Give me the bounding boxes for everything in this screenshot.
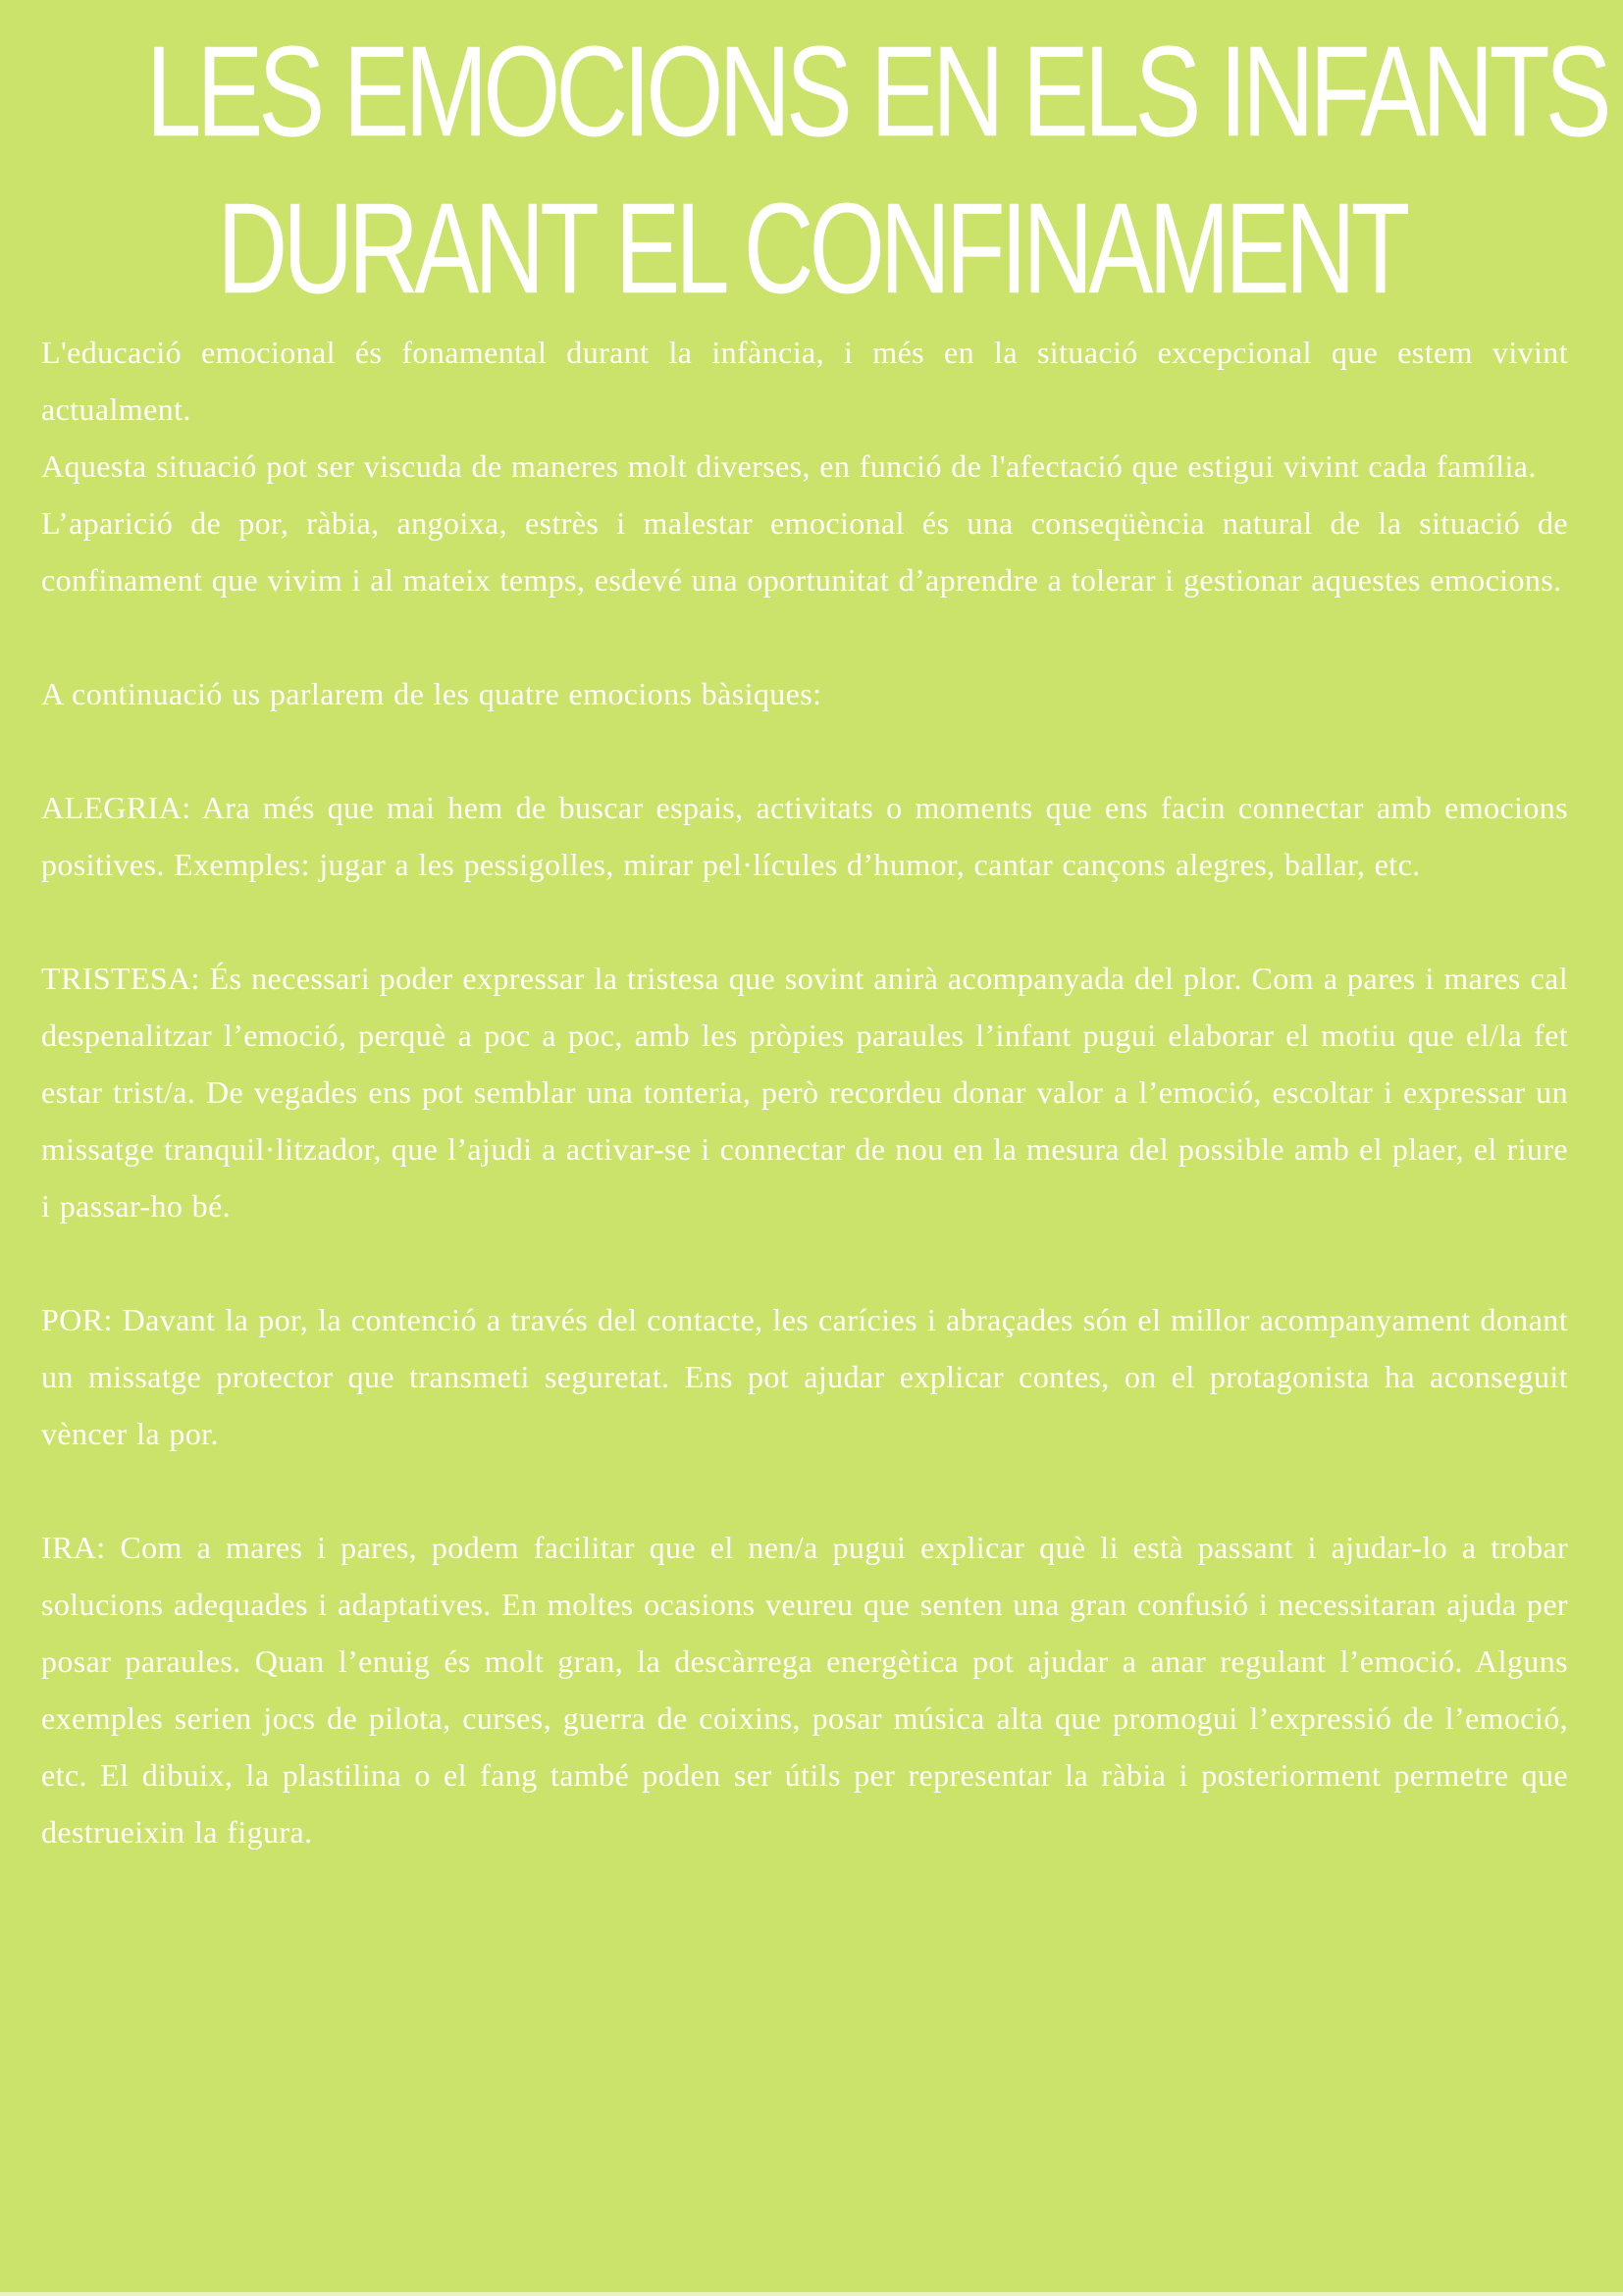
bottom-divider bbox=[0, 2292, 1623, 2296]
paragraph-spacer bbox=[41, 722, 1568, 779]
section-por: POR: Davant la por, la contenció a través del contacte, les carícies i abraçades són el millor acompanyament donant un missatge protector que transmeti seguretat. Ens pot ajudar explicar contes, on el protagonista ha aconseguit vèncer la por. bbox=[41, 1302, 1568, 1451]
paragraph-spacer bbox=[41, 893, 1568, 950]
page-title-line-2: DURANT EL CONFINAMENT bbox=[217, 177, 1406, 321]
page-title-line-1: LES EMOCIONS EN ELS INFANTS bbox=[145, 20, 1607, 164]
section-ira: IRA: Com a mares i pares, podem facilitar que el nen/a pugui explicar què li està passant i ajudar-lo a trobar solucions adequades i adaptatives. En moltes ocasions veureu que senten una gran confusió i necessitaran ajuda per posar paraules. Quan l’enuig és molt gran, la descàrrega energètica pot ajudar a anar regulant l’emoció. Alguns exemples serien jocs de pilota, curses, guerra de coixins, posar música alta que promogui l’expressió de l’emoció, etc. El dibuix, la plastilina o el fang també poden ser útils per representar la ràbia i posteriorment permetre que destrueixin la figura. bbox=[41, 1530, 1568, 1850]
article-body bbox=[41, 324, 1568, 1860]
intro-paragraph-1: L'educació emocional és fonamental durant la infància, i més en la situació excepcional que estem vivint actualment. bbox=[41, 335, 1568, 427]
paragraph-spacer bbox=[41, 1234, 1568, 1291]
paragraph-spacer bbox=[41, 608, 1568, 665]
section-alegria: ALEGRIA: Ara més que mai hem de buscar espais, activitats o moments que ens facin connectar amb emocions positives. Exemples: jugar a les pessigolles, mirar pel·lícules d’humor, cantar cançons alegres, ballar, etc. bbox=[41, 790, 1568, 882]
lead-paragraph: A continuació us parlarem de les quatre emocions bàsiques: bbox=[41, 676, 822, 711]
intro-paragraph-3: L’aparició de por, ràbia, angoixa, estrès i malestar emocional és una conseqüència natural de la situació de confinament que vivim i al mateix temps, esdevé una oportunitat d’aprendre a tolerar i gestionar aquestes emocions. bbox=[41, 505, 1568, 598]
paragraph-spacer bbox=[41, 1462, 1568, 1519]
intro-paragraph-2: Aquesta situació pot ser viscuda de maneres molt diverses, en funció de l'afectació que estigui vivint cada família. bbox=[41, 448, 1537, 484]
section-tristesa: TRISTESA: És necessari poder expressar la tristesa que sovint anirà acompanyada del plor. Com a pares i mares cal despenalitzar l’emoció, perquè a poc a poc, amb les pròpies paraules l’infant pugui elaborar el motiu que el/la fet estar trist/a. De vegades ens pot semblar una tonteria, però recordeu donar valor a l’emoció, escoltar i expressar un missatge tranquil·litzador, que l’ajudi a activar-se i connectar de nou en la mesura del possible amb el plaer, el riure i passar-ho bé. bbox=[41, 961, 1568, 1224]
